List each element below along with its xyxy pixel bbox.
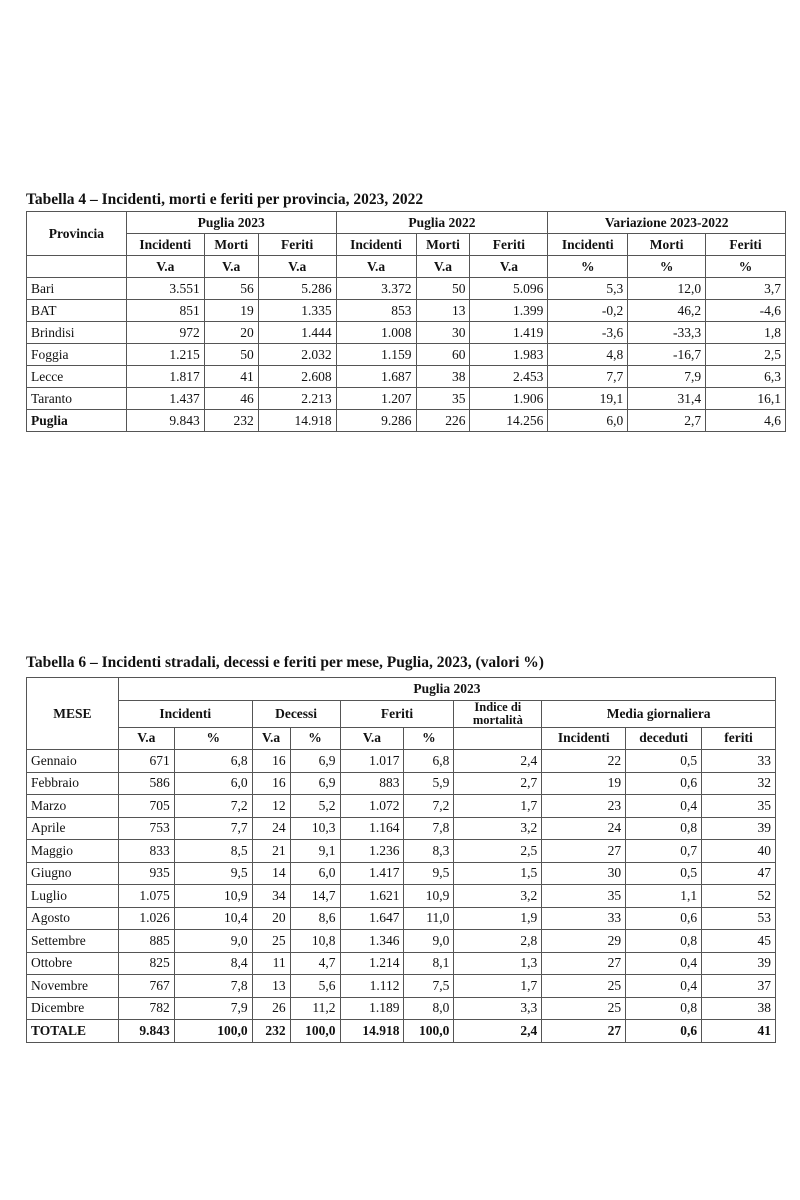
- table-cell: 883: [340, 772, 404, 795]
- table-cell: 972: [126, 322, 204, 344]
- region-header: Puglia 2023: [118, 678, 775, 701]
- table-cell: 6,0: [290, 862, 340, 885]
- table-row: [27, 862, 776, 885]
- table-cell: 5,9: [404, 772, 454, 795]
- table-cell: 7,2: [174, 795, 252, 818]
- table-cell: 0,6: [626, 1020, 702, 1043]
- table-cell: 6,9: [290, 750, 340, 773]
- table-cell: 39: [702, 817, 776, 840]
- table-cell: 10,8: [290, 930, 340, 953]
- table-cell: 5.286: [258, 278, 336, 300]
- table-cell: 100,0: [290, 1020, 340, 1043]
- table-cell: 0,6: [626, 772, 702, 795]
- table-cell: 1.026: [118, 907, 174, 930]
- mese-header: MESE: [27, 678, 119, 750]
- table-cell: 0,8: [626, 997, 702, 1020]
- unit-header: %: [628, 256, 706, 278]
- group-header: Puglia 2022: [336, 212, 548, 234]
- table-cell: 6,0: [174, 772, 252, 795]
- row-label: Ottobre: [27, 952, 119, 975]
- table-row: [27, 300, 786, 322]
- table-cell: 1.417: [340, 862, 404, 885]
- table-cell: 35: [416, 388, 470, 410]
- column-header: Feriti: [470, 234, 548, 256]
- table-cell: 7,9: [174, 997, 252, 1020]
- row-label: Maggio: [27, 840, 119, 863]
- table-cell: 8,5: [174, 840, 252, 863]
- group-header: Puglia 2023: [126, 212, 336, 234]
- table-cell: 21: [252, 840, 290, 863]
- table-cell: 0,8: [626, 930, 702, 953]
- column-header: %: [404, 727, 454, 750]
- table-cell: 5,6: [290, 975, 340, 998]
- table-cell: 1.621: [340, 885, 404, 908]
- table-cell: 50: [416, 278, 470, 300]
- table-cell: 11,0: [404, 907, 454, 930]
- table-cell: 767: [118, 975, 174, 998]
- table-cell: 33: [542, 907, 626, 930]
- provincia-header: Provincia: [27, 212, 127, 256]
- column-header: Incidenti: [548, 234, 628, 256]
- row-label: Taranto: [27, 388, 127, 410]
- table-cell: 1.017: [340, 750, 404, 773]
- table-cell: 25: [252, 930, 290, 953]
- table-cell: 2.453: [470, 366, 548, 388]
- table-cell: 705: [118, 795, 174, 818]
- table-cell: 41: [204, 366, 258, 388]
- table-cell: 6,9: [290, 772, 340, 795]
- table-cell: 853: [336, 300, 416, 322]
- table-cell: 4,7: [290, 952, 340, 975]
- table-row: [27, 366, 786, 388]
- table-cell: 14.256: [470, 410, 548, 432]
- column-header: %: [290, 727, 340, 750]
- table-cell: 38: [702, 997, 776, 1020]
- column-header: Incidenti: [542, 727, 626, 750]
- unit-header: V.a: [470, 256, 548, 278]
- table-cell: 3.551: [126, 278, 204, 300]
- table-cell: 12,0: [628, 278, 706, 300]
- table-cell: 7,8: [174, 975, 252, 998]
- table-cell: 8,4: [174, 952, 252, 975]
- table-cell: 6,3: [706, 366, 786, 388]
- table-cell: 1.164: [340, 817, 404, 840]
- table-cell: 7,7: [548, 366, 628, 388]
- table-cell: 50: [204, 344, 258, 366]
- table-cell: 26: [252, 997, 290, 1020]
- table-cell: 1.647: [340, 907, 404, 930]
- row-label: Novembre: [27, 975, 119, 998]
- unit-header: V.a: [336, 256, 416, 278]
- table-cell: 1.419: [470, 322, 548, 344]
- table-cell: 2,5: [706, 344, 786, 366]
- table-cell: 1.075: [118, 885, 174, 908]
- row-label: Aprile: [27, 817, 119, 840]
- table-cell: 14.918: [258, 410, 336, 432]
- table-cell: 7,9: [628, 366, 706, 388]
- table-cell: 30: [542, 862, 626, 885]
- table6-group-row: [27, 700, 776, 727]
- table-cell: 1,3: [454, 952, 542, 975]
- group-header: Feriti: [340, 700, 454, 727]
- table-cell: 8,6: [290, 907, 340, 930]
- table-cell: 9.843: [126, 410, 204, 432]
- table-cell: 40: [702, 840, 776, 863]
- row-label: Agosto: [27, 907, 119, 930]
- table6-region-row: [27, 678, 776, 701]
- group-header: Indice di mortalità: [454, 700, 542, 727]
- table-cell: 5,2: [290, 795, 340, 818]
- row-label: Foggia: [27, 344, 127, 366]
- table-cell: 1.906: [470, 388, 548, 410]
- column-header: Incidenti: [336, 234, 416, 256]
- table-cell: 13: [416, 300, 470, 322]
- column-header: V.a: [340, 727, 404, 750]
- table-cell: 7,2: [404, 795, 454, 818]
- table-cell: 2.032: [258, 344, 336, 366]
- row-label: Lecce: [27, 366, 127, 388]
- row-label: Febbraio: [27, 772, 119, 795]
- table-row: [27, 997, 776, 1020]
- table-cell: -33,3: [628, 322, 706, 344]
- table-cell: 1,5: [454, 862, 542, 885]
- table-cell: 27: [542, 952, 626, 975]
- table-cell: 14: [252, 862, 290, 885]
- table-cell: 3,3: [454, 997, 542, 1020]
- table-cell: 8,3: [404, 840, 454, 863]
- unit-header: V.a: [416, 256, 470, 278]
- table-cell: 12: [252, 795, 290, 818]
- table-cell: 2.608: [258, 366, 336, 388]
- table-cell: -3,6: [548, 322, 628, 344]
- table-cell: 16,1: [706, 388, 786, 410]
- table-cell: 9,0: [404, 930, 454, 953]
- row-label: Bari: [27, 278, 127, 300]
- table-row: [27, 344, 786, 366]
- row-label: Giugno: [27, 862, 119, 885]
- table-cell: 7,5: [404, 975, 454, 998]
- table-cell: 29: [542, 930, 626, 953]
- table-row: [27, 840, 776, 863]
- table-cell: 226: [416, 410, 470, 432]
- column-header: Incidenti: [126, 234, 204, 256]
- column-header: V.a: [252, 727, 290, 750]
- empty-cell: [27, 256, 127, 278]
- table-cell: 4,8: [548, 344, 628, 366]
- table-cell: 1,7: [454, 795, 542, 818]
- table-cell: 3,2: [454, 885, 542, 908]
- table-cell: 1.189: [340, 997, 404, 1020]
- table-cell: 1.236: [340, 840, 404, 863]
- table-cell: 851: [126, 300, 204, 322]
- table-cell: 1.112: [340, 975, 404, 998]
- row-label: Luglio: [27, 885, 119, 908]
- group-header: Variazione 2023-2022: [548, 212, 786, 234]
- unit-header: V.a: [126, 256, 204, 278]
- table-row: [27, 885, 776, 908]
- table-cell: 9,0: [174, 930, 252, 953]
- table-cell: 9.843: [118, 1020, 174, 1043]
- table-cell: 1,8: [706, 322, 786, 344]
- table-cell: 753: [118, 817, 174, 840]
- table-cell: 46: [204, 388, 258, 410]
- row-label: Dicembre: [27, 997, 119, 1020]
- column-header: Morti: [416, 234, 470, 256]
- table-cell: 0,4: [626, 795, 702, 818]
- total-row: [27, 1020, 776, 1043]
- table-cell: 4,6: [706, 410, 786, 432]
- unit-header: V.a: [204, 256, 258, 278]
- table-cell: 37: [702, 975, 776, 998]
- table-cell: 885: [118, 930, 174, 953]
- table-cell: 1.983: [470, 344, 548, 366]
- table4: [26, 211, 786, 432]
- row-label: Marzo: [27, 795, 119, 818]
- table-cell: 22: [542, 750, 626, 773]
- table-cell: -0,2: [548, 300, 628, 322]
- table-row: [27, 278, 786, 300]
- unit-header: %: [706, 256, 786, 278]
- table-row: [27, 975, 776, 998]
- table-cell: 7,8: [404, 817, 454, 840]
- table-cell: 25: [542, 975, 626, 998]
- table6-subheader-row: [27, 727, 776, 750]
- table-cell: 23: [542, 795, 626, 818]
- table-row: [27, 388, 786, 410]
- table-cell: 1,7: [454, 975, 542, 998]
- table-cell: 3,2: [454, 817, 542, 840]
- column-header: Morti: [204, 234, 258, 256]
- column-header: Feriti: [258, 234, 336, 256]
- table-cell: 45: [702, 930, 776, 953]
- table-cell: 3,7: [706, 278, 786, 300]
- table4-subheader-row: [27, 234, 786, 256]
- table-cell: 11: [252, 952, 290, 975]
- table-cell: 7,7: [174, 817, 252, 840]
- table-cell: 1.444: [258, 322, 336, 344]
- column-header: Feriti: [706, 234, 786, 256]
- table-cell: 30: [416, 322, 470, 344]
- table-cell: 0,5: [626, 862, 702, 885]
- table4-units-row: [27, 256, 786, 278]
- row-label: Gennaio: [27, 750, 119, 773]
- table-cell: 10,9: [174, 885, 252, 908]
- table-cell: 1.215: [126, 344, 204, 366]
- group-header: Incidenti: [118, 700, 252, 727]
- table-cell: 39: [702, 952, 776, 975]
- table-cell: 33: [702, 750, 776, 773]
- table-cell: 20: [252, 907, 290, 930]
- table-cell: 0,4: [626, 952, 702, 975]
- table-cell: 3.372: [336, 278, 416, 300]
- table-cell: 60: [416, 344, 470, 366]
- group-header: Decessi: [252, 700, 340, 727]
- table-cell: 0,6: [626, 907, 702, 930]
- total-label: Puglia: [27, 410, 127, 432]
- table-cell: 1.346: [340, 930, 404, 953]
- table-cell: 35: [542, 885, 626, 908]
- table-cell: 19,1: [548, 388, 628, 410]
- table-cell: 24: [252, 817, 290, 840]
- table-cell: 8,0: [404, 997, 454, 1020]
- table-cell: 38: [416, 366, 470, 388]
- table-cell: 6,0: [548, 410, 628, 432]
- table-cell: 13: [252, 975, 290, 998]
- row-label: Brindisi: [27, 322, 127, 344]
- column-header: deceduti: [626, 727, 702, 750]
- table-row: [27, 930, 776, 953]
- table-cell: 232: [252, 1020, 290, 1043]
- column-header: Morti: [628, 234, 706, 256]
- unit-header: %: [548, 256, 628, 278]
- column-header: [454, 727, 542, 750]
- table-cell: 2,7: [454, 772, 542, 795]
- table-cell: 2,5: [454, 840, 542, 863]
- total-row: [27, 410, 786, 432]
- table-cell: 10,3: [290, 817, 340, 840]
- table-cell: 2.213: [258, 388, 336, 410]
- table-cell: 9,1: [290, 840, 340, 863]
- table-cell: 100,0: [174, 1020, 252, 1043]
- row-label: BAT: [27, 300, 127, 322]
- table-cell: 35: [702, 795, 776, 818]
- table-cell: 46,2: [628, 300, 706, 322]
- table-row: [27, 952, 776, 975]
- table-cell: 14,7: [290, 885, 340, 908]
- table-row: [27, 322, 786, 344]
- table-cell: 34: [252, 885, 290, 908]
- table-row: [27, 907, 776, 930]
- table-cell: 16: [252, 750, 290, 773]
- table-cell: 5.096: [470, 278, 548, 300]
- table-cell: 6,8: [174, 750, 252, 773]
- table-cell: 100,0: [404, 1020, 454, 1043]
- table6-caption: Tabella 6 – Incidenti stradali, decessi e feriti per mese, Puglia, 2023, (valori %): [26, 654, 544, 671]
- table-cell: 11,2: [290, 997, 340, 1020]
- table-cell: 41: [702, 1020, 776, 1043]
- table-cell: 10,4: [174, 907, 252, 930]
- table-cell: 9,5: [404, 862, 454, 885]
- column-header: %: [174, 727, 252, 750]
- table-cell: 20: [204, 322, 258, 344]
- table-cell: 0,4: [626, 975, 702, 998]
- table-cell: 19: [542, 772, 626, 795]
- table-cell: 9,5: [174, 862, 252, 885]
- table-cell: 0,7: [626, 840, 702, 863]
- table-cell: 19: [204, 300, 258, 322]
- table-cell: 825: [118, 952, 174, 975]
- table-cell: 782: [118, 997, 174, 1020]
- table-cell: 935: [118, 862, 174, 885]
- table-row: [27, 772, 776, 795]
- table-cell: 5,3: [548, 278, 628, 300]
- table-cell: 1,9: [454, 907, 542, 930]
- table-cell: 1.008: [336, 322, 416, 344]
- table-cell: 833: [118, 840, 174, 863]
- table-cell: 1,1: [626, 885, 702, 908]
- table-cell: 47: [702, 862, 776, 885]
- table-cell: 32: [702, 772, 776, 795]
- table-cell: 53: [702, 907, 776, 930]
- table-cell: 0,5: [626, 750, 702, 773]
- table4-caption: Tabella 4 – Incidenti, morti e feriti per provincia, 2023, 2022: [26, 191, 424, 208]
- table-cell: 1.072: [340, 795, 404, 818]
- table-cell: 8,1: [404, 952, 454, 975]
- table-cell: 2,4: [454, 1020, 542, 1043]
- table-cell: 10,9: [404, 885, 454, 908]
- row-label: Settembre: [27, 930, 119, 953]
- table-cell: 1.214: [340, 952, 404, 975]
- table-cell: 586: [118, 772, 174, 795]
- table-cell: 6,8: [404, 750, 454, 773]
- table4-group-row: [27, 212, 786, 234]
- table6: [26, 677, 776, 1043]
- table-cell: 25: [542, 997, 626, 1020]
- column-header: feriti: [702, 727, 776, 750]
- table-cell: -4,6: [706, 300, 786, 322]
- table-cell: 2,7: [628, 410, 706, 432]
- group-header: Media giornaliera: [542, 700, 776, 727]
- table-cell: 16: [252, 772, 290, 795]
- table-cell: 1.159: [336, 344, 416, 366]
- table-cell: 2,4: [454, 750, 542, 773]
- table-cell: 232: [204, 410, 258, 432]
- table-cell: 671: [118, 750, 174, 773]
- table-cell: -16,7: [628, 344, 706, 366]
- table-cell: 9.286: [336, 410, 416, 432]
- table-cell: 14.918: [340, 1020, 404, 1043]
- table-cell: 1.207: [336, 388, 416, 410]
- table-cell: 2,8: [454, 930, 542, 953]
- column-header: V.a: [118, 727, 174, 750]
- table-row: [27, 750, 776, 773]
- table-row: [27, 795, 776, 818]
- total-label: TOTALE: [27, 1020, 119, 1043]
- table-cell: 1.817: [126, 366, 204, 388]
- table-cell: 27: [542, 840, 626, 863]
- table-cell: 0,8: [626, 817, 702, 840]
- table-cell: 1.399: [470, 300, 548, 322]
- table-cell: 1.335: [258, 300, 336, 322]
- table-cell: 24: [542, 817, 626, 840]
- table-cell: 52: [702, 885, 776, 908]
- table-cell: 1.437: [126, 388, 204, 410]
- table-cell: 31,4: [628, 388, 706, 410]
- unit-header: V.a: [258, 256, 336, 278]
- table-cell: 27: [542, 1020, 626, 1043]
- table-cell: 1.687: [336, 366, 416, 388]
- table-cell: 56: [204, 278, 258, 300]
- table-row: [27, 817, 776, 840]
